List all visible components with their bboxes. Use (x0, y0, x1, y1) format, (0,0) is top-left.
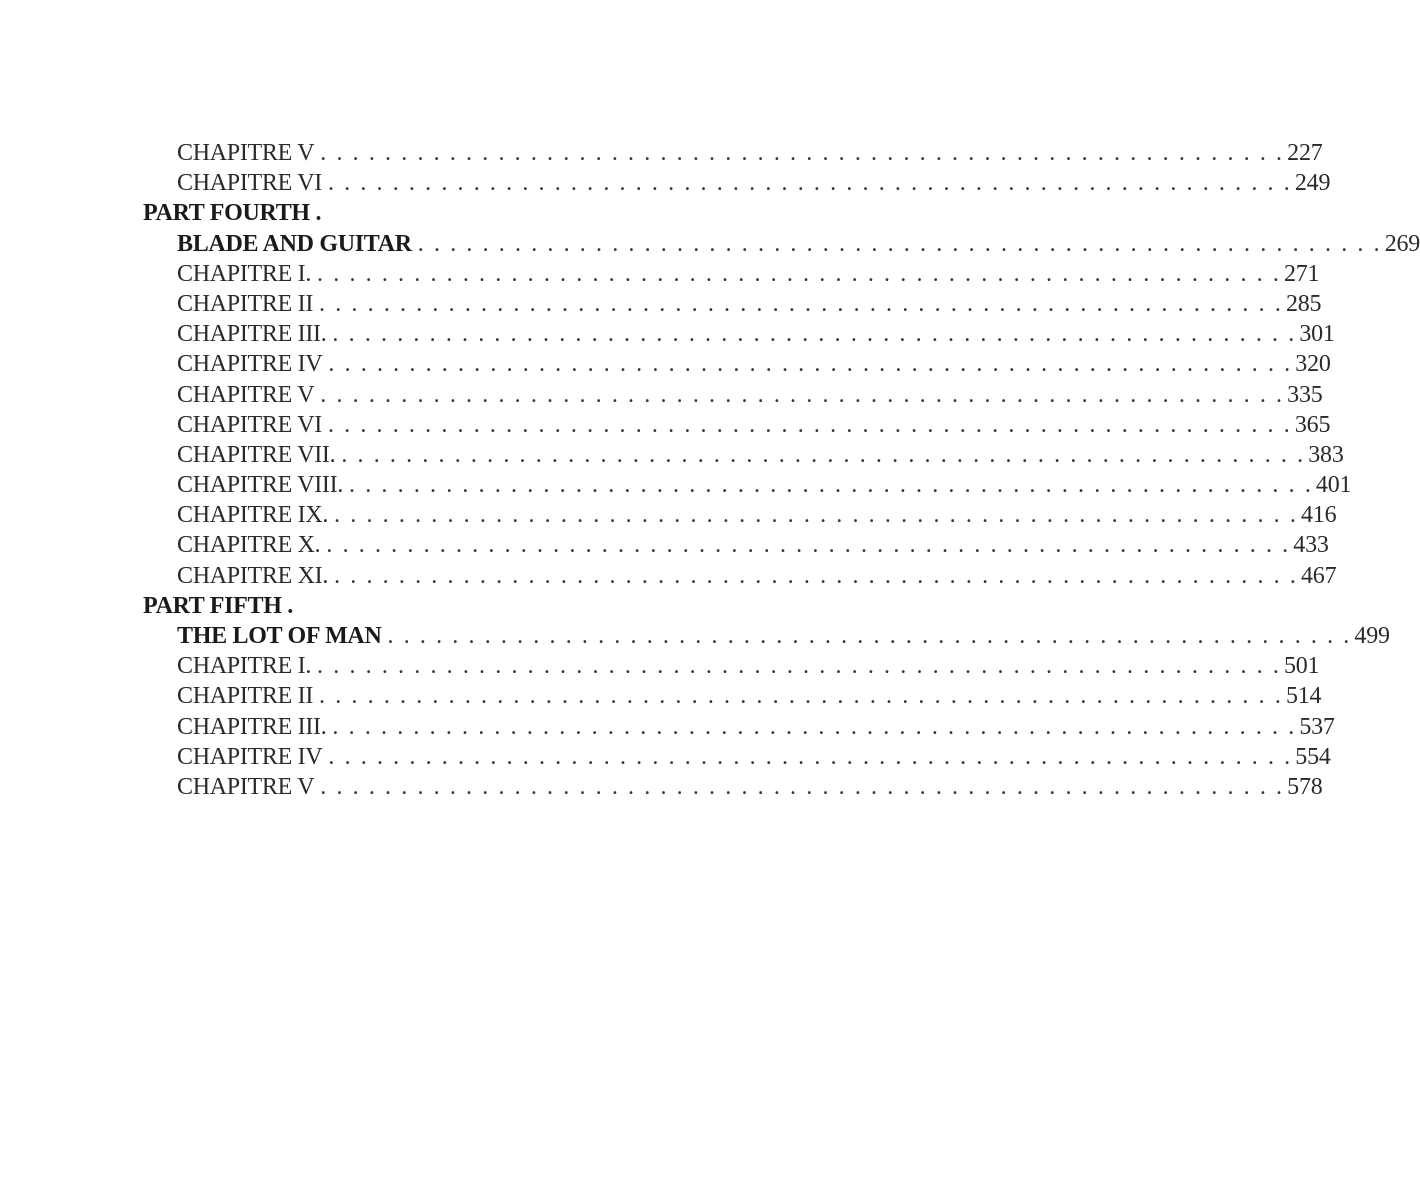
toc-section-entry (143, 229, 1420, 259)
toc-chapter-entry (143, 681, 1322, 711)
toc-part-heading (143, 591, 749, 621)
dot-leader: . . . . . . . . . . . . . . . . . . . . . . . . . . . . . . . . . . . . . . . . . . . . . . . . . . . . . . . . . . . . (320, 381, 1285, 408)
dot-leader: . . . . . . . . . . . . . . . . . . . . . . . . . . . . . . . . . . . . . . . . . . . . . . . . . . . . . . . . . . . . (332, 321, 1297, 348)
toc-entry-label: CHAPITRE V (177, 773, 315, 800)
dot-leader: . . . . . . . . . . . . . . . . . . . . . . . . . . . . . . . . . . . . . . . . . . . . . . . . . . . . . . . . . . . . (317, 260, 1281, 287)
toc-chapter-entry (143, 138, 1323, 168)
dot-leader: . . . . . . . . . . . . . . . . . . . . . . . . . . . . . . . . . . . . . . . . . . . . . . . . . . . . . . . . . . . . (320, 773, 1285, 800)
toc-chapter-entry (143, 500, 1337, 530)
toc-page-number: 514 (1285, 683, 1322, 710)
toc-page-number: 285 (1285, 290, 1322, 317)
toc-chapter-entry (143, 651, 1320, 681)
toc-section-entry (143, 621, 1390, 651)
toc-part-label: PART FIFTH . (143, 592, 294, 619)
dot-leader: . . . . . . . . . . . . . . . . . . . . . . . . . . . . . . . . . . . . . . . . . . . . . . . . . . . . . . . . . . . . (319, 683, 1283, 710)
toc-entry-label: THE LOT OF MAN (177, 623, 382, 649)
dot-leader: . . . . . . . . . . . . . . . . . . . . . . . . . . . . . . . . . . . . . . . . . . . . . . . . . . . . . . . . . . . . (327, 170, 1292, 197)
dot-leader: . . . . . . . . . . . . . . . . . . . . . . . . . . . . . . . . . . . . . . . . . . . . . . . . . . . . . . . . . . . . (387, 623, 1352, 649)
toc-chapter-entry (143, 470, 1352, 500)
toc-page-number: 335 (1287, 381, 1323, 408)
dot-leader: . . . . . . . . . . . . . . . . . . . . . . . . . . . . . . . . . . . . . . . . . . . . . . . . . . . . . . . . . . . . (328, 351, 1293, 378)
toc-entry-label: CHAPITRE I. (177, 260, 312, 287)
dot-leader: . . . . . . . . . . . . . . . . . . . . . . . . . . . . . . . . . . . . . . . . . . . . . . . . . . . . . . . . . . . . (417, 230, 1382, 257)
toc-page-number: 433 (1293, 532, 1329, 559)
toc-page-number: 383 (1308, 441, 1344, 468)
dot-leader: . . . . . . . . . . . . . . . . . . . . . . . . . . . . . . . . . . . . . . . . . . . . . . . . . . . . . . . . . . . . (326, 532, 1291, 559)
toc-chapter-entry (143, 168, 1331, 198)
dot-leader: . . . . . . . . . . . . . . . . . . . . . . . . . . . . . . . . . . . . . . . . . . . . . . . . . . . . . . . . . . . . (317, 653, 1281, 680)
toc-entry-label: CHAPITRE VI (177, 411, 322, 438)
toc-entry-label: CHAPITRE VII. (177, 441, 336, 468)
toc-chapter-entry (143, 289, 1322, 319)
dot-leader: . . . . . . . . . . . . . . . . . . . . . . . . . . . . . . . . . . . . . . . . . . . . . . . . . . . . . . . . . . . . (334, 502, 1298, 529)
dot-leader: . . . . . . . . . . . . . . . . . . . . . . . . . . . . . . . . . . . . . . . . . . . . . . . . . . . . . . . . . . . . (332, 713, 1297, 740)
toc-chapter-entry (143, 380, 1323, 410)
toc-part-heading (143, 198, 749, 228)
dot-leader: . . . . . . . . . . . . . . . . . . . . . . . . . . . . . . . . . . . . . . . . . . . . . . . . . . . . . . . . . . . . (320, 140, 1285, 166)
toc-chapter-entry (143, 712, 1335, 742)
toc-entry-label: CHAPITRE IV (177, 351, 323, 378)
toc-chapter-entry (143, 561, 1337, 591)
toc-chapter-entry (143, 349, 1331, 379)
toc-entry-label: CHAPITRE III. (177, 321, 327, 348)
toc-entry-label: BLADE AND GUITAR (177, 230, 412, 257)
toc-page-number: 269 (1384, 230, 1420, 257)
toc-entry-label: CHAPITRE XI. (177, 562, 329, 589)
toc-entry-label: CHAPITRE X. (177, 532, 321, 559)
toc-page-number: 365 (1294, 411, 1331, 438)
toc-page-number: 301 (1299, 321, 1335, 348)
toc-page-number: 501 (1283, 653, 1320, 680)
toc-entry-label: CHAPITRE VIII. (177, 472, 344, 499)
toc-part-label: PART FOURTH . (143, 200, 322, 227)
toc-chapter-entry (143, 772, 1323, 802)
toc-page-number: 271 (1283, 260, 1320, 287)
toc-page-number: 554 (1295, 743, 1331, 770)
dot-leader: . . . . . . . . . . . . . . . . . . . . . . . . . . . . . . . . . . . . . . . . . . . . . . . . . . . . . . . . . . . . (334, 562, 1298, 589)
table-of-contents (143, 138, 1420, 802)
toc-entry-label: CHAPITRE V (177, 140, 315, 166)
toc-page-number: 578 (1287, 773, 1323, 800)
toc-page-number: 227 (1287, 140, 1323, 166)
toc-page-number: 249 (1294, 170, 1331, 197)
toc-entry-label: CHAPITRE IX. (177, 502, 329, 529)
dot-leader: . . . . . . . . . . . . . . . . . . . . . . . . . . . . . . . . . . . . . . . . . . . . . . . . . . . . . . . . . . . . (327, 411, 1292, 438)
toc-entry-label: CHAPITRE II (177, 683, 314, 710)
toc-page-number: 537 (1299, 713, 1335, 740)
toc-page-number: 401 (1315, 472, 1352, 499)
toc-entry-label: CHAPITRE V (177, 381, 315, 408)
toc-page-number: 320 (1295, 351, 1331, 378)
toc-chapter-entry (143, 440, 1344, 470)
toc-chapter-entry (143, 530, 1329, 560)
toc-page-number: 499 (1354, 623, 1390, 649)
toc-chapter-entry (143, 319, 1335, 349)
toc-chapter-entry (143, 410, 1331, 440)
toc-page-number: 416 (1300, 502, 1337, 529)
toc-entry-label: CHAPITRE VI (177, 170, 322, 197)
toc-entry-label: CHAPITRE I. (177, 653, 312, 680)
dot-leader: . . . . . . . . . . . . . . . . . . . . . . . . . . . . . . . . . . . . . . . . . . . . . . . . . . . . . . . . . . . . (349, 472, 1313, 499)
toc-entry-label: CHAPITRE III. (177, 713, 327, 740)
toc-page-number: 467 (1300, 562, 1337, 589)
dot-leader: . . . . . . . . . . . . . . . . . . . . . . . . . . . . . . . . . . . . . . . . . . . . . . . . . . . . . . . . . . . . (341, 441, 1306, 468)
dot-leader: . . . . . . . . . . . . . . . . . . . . . . . . . . . . . . . . . . . . . . . . . . . . . . . . . . . . . . . . . . . . (319, 290, 1283, 317)
toc-chapter-entry (143, 742, 1331, 772)
toc-chapter-entry (143, 259, 1320, 289)
toc-entry-label: CHAPITRE II (177, 290, 314, 317)
toc-entry-label: CHAPITRE IV (177, 743, 323, 770)
dot-leader: . . . . . . . . . . . . . . . . . . . . . . . . . . . . . . . . . . . . . . . . . . . . . . . . . . . . . . . . . . . . (328, 743, 1293, 770)
